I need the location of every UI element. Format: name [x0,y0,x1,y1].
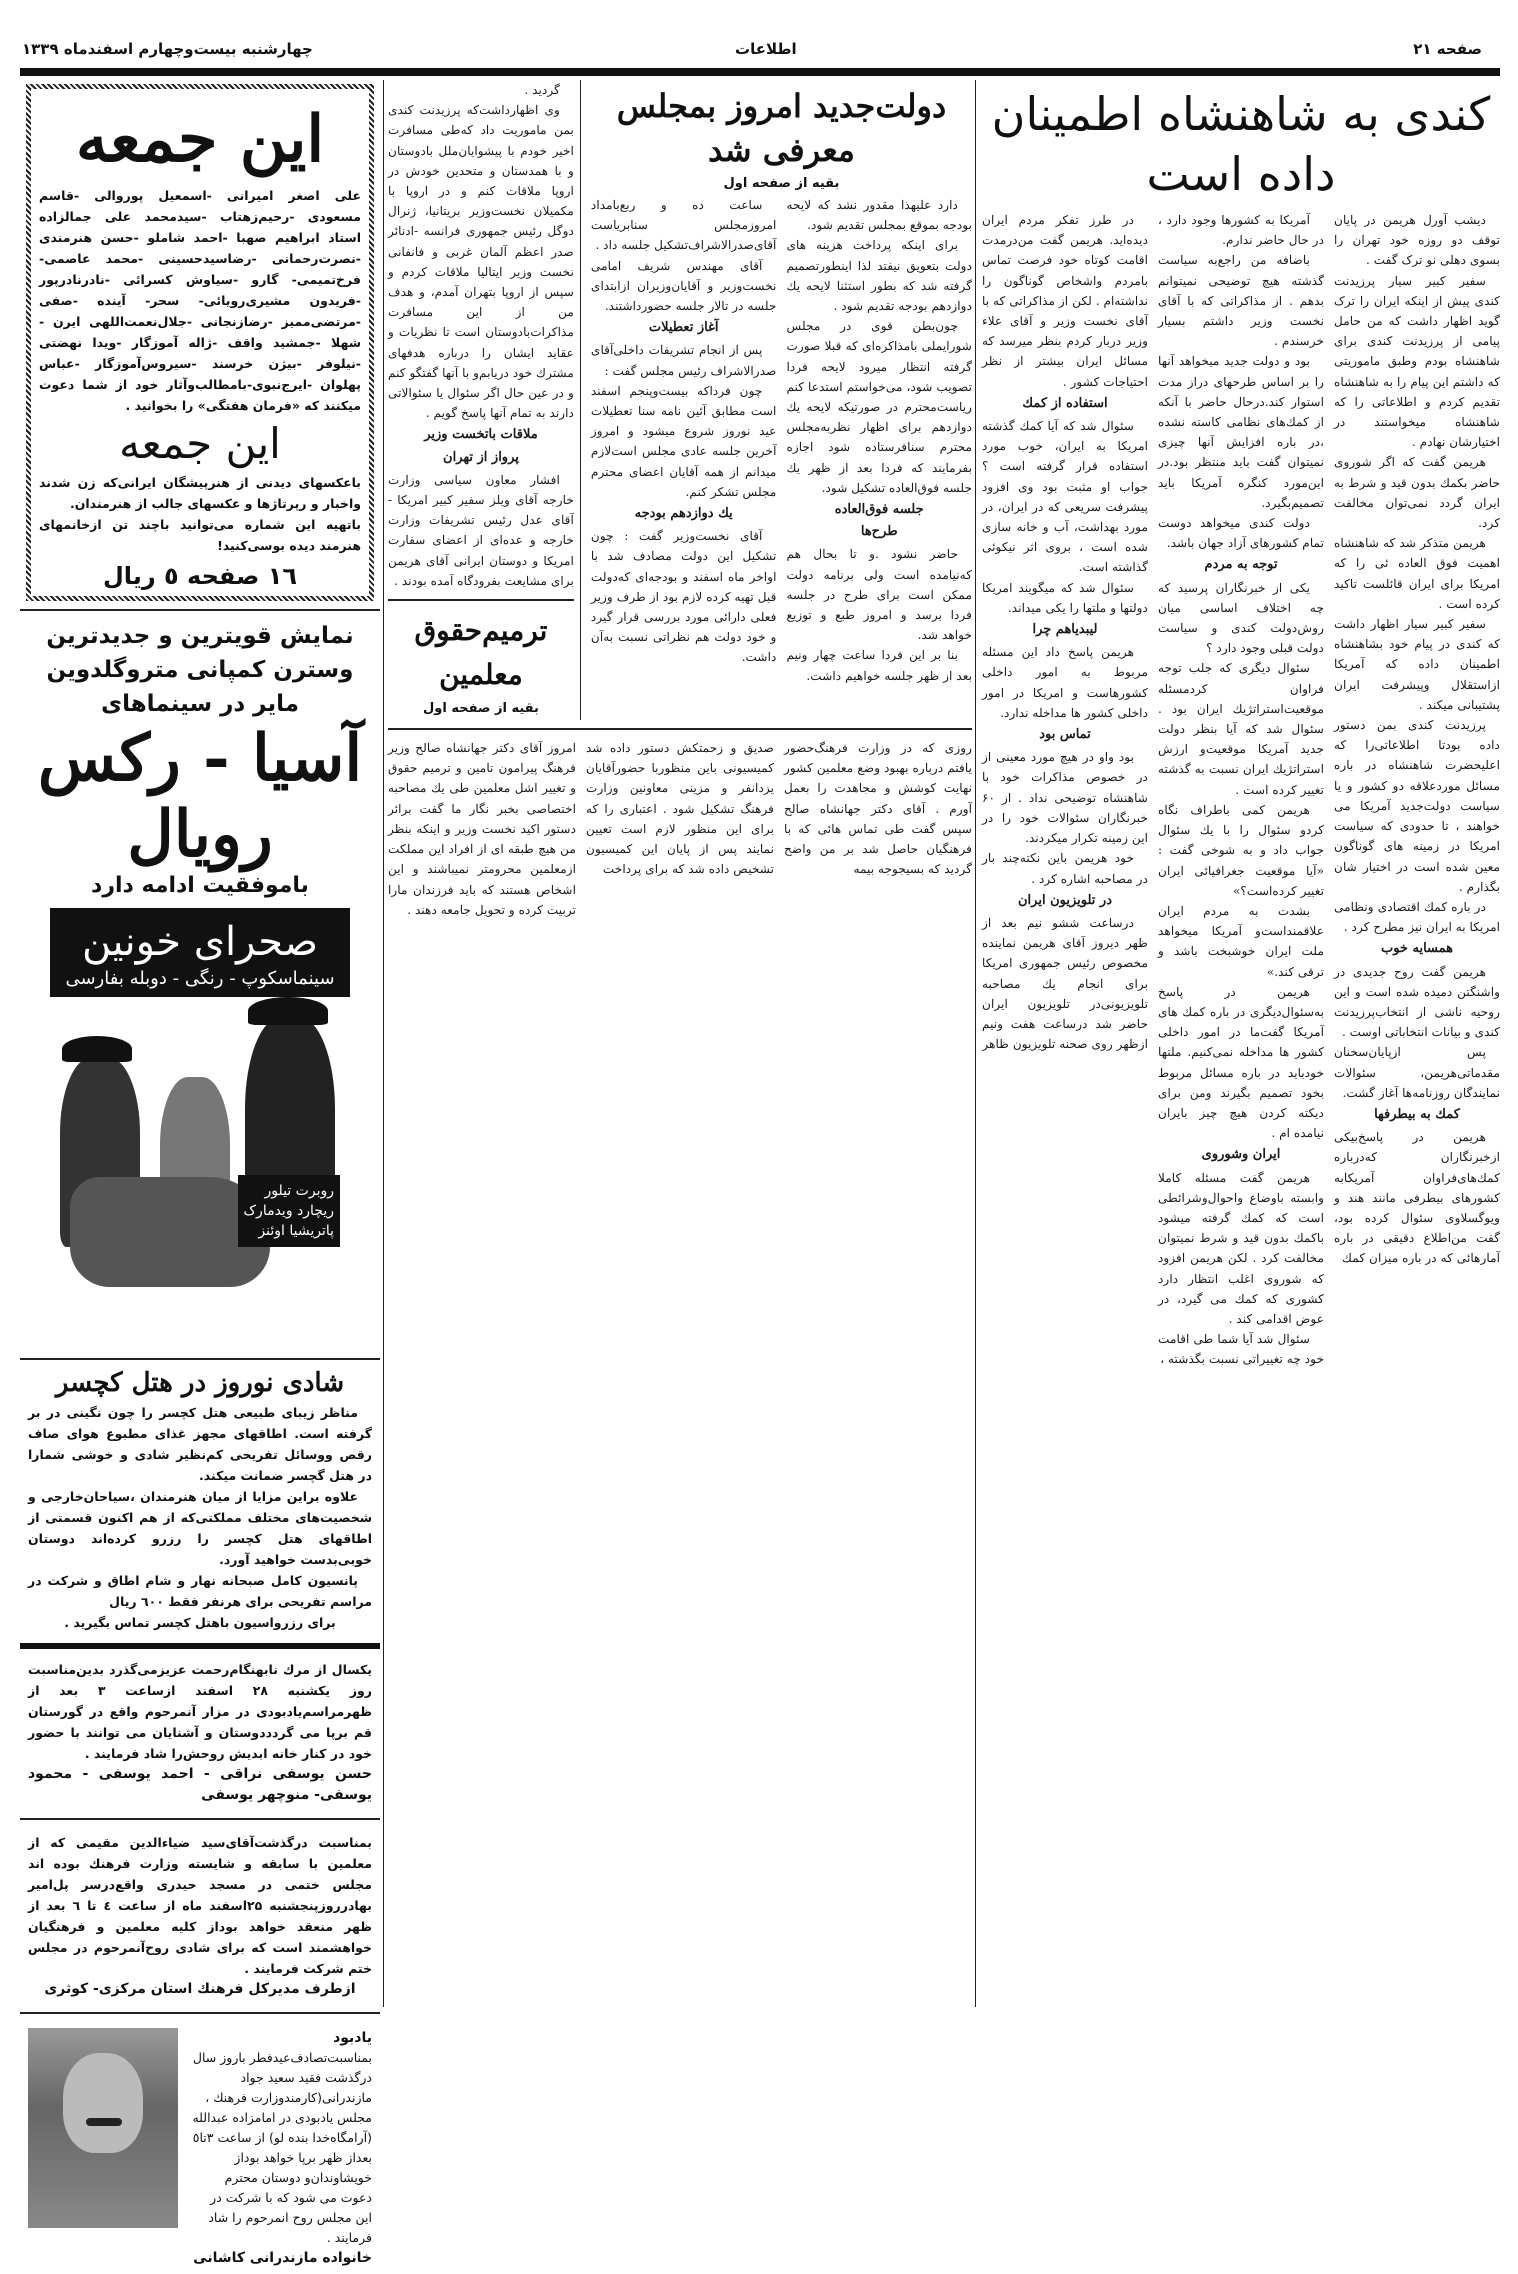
paragraph: پرزیدنت کندی بمن دستور داده بودتا اطلاعاتی‌را که اعلیحضرت شاهنشاه در باره مسائل موردعلاقه دو کشور و یا سیاست دولت‌جدید آمریکا می خواهند ، تا حدودی که سیاست امریکا در زمینه های گوناگون معین شده است در اختیار شان بگذارم . [1334,718,1500,894]
subhead: آغاز تعطیلات [648,320,719,336]
continued-label: بقیه از صفحه اول [422,701,539,717]
film-subtitle: سینماسکوپ - رنگی - دوبله بفارسی [65,968,335,989]
subhead: توجه به مردم [1204,557,1278,573]
paragraph: باضافه من راجع‌به سیاست گذشته هیچ توضیحی نمیتوانم بدهم . از مذاکراتی که با آقای نخست وزیر داشتم بسیار خرسندم . [1158,253,1324,349]
divider [20,1818,380,1820]
subhead: ایران وشوروی [1201,1147,1281,1163]
paragraph: هریمن در پاسخ به‌سئوال‌دیگری در باره کمك های آمریکا گفت‌ما در امور داخلی کشور ها مداخله نمی‌کنیم. ملتها خودباید در باره مسائل مربوط بخود تصمیم بگیرند ومن برای دیکته کردن هیچ چیز بایران نیامده ام . [1158,984,1324,1141]
subhead: جلسه فوق‌العاده [834,502,924,518]
paragraph: بود واو در هیچ مورد معینی از در خصوص مذاکرات خود با شاهنشاه توضیحی نداد . از ۶۰ خبرنگاران سئوالات خود را در این زمینه تکرار میکردند. [982,750,1148,846]
paragraph: گردید . [524,83,560,97]
subhead: یك دوازدهم بودجه [634,506,733,522]
masthead [0,0,1518,60]
paragraph: سئوال شد که میگویند امریکا دولتها و ملتها را یکی میداند. [982,580,1148,615]
hat-icon [62,1036,132,1062]
paragraph: حاضر نشود .و تا بحال هم که‌نیامده است ولی برنامه دولت ممکن است برای طرح در جلسه فردا برسد و امروز طبع و توزیع خواهد شد. [786,547,972,643]
paragraph: هریمن گفت که اگر شوروی حاضر بکمك بدون قید و شرط به ایران گردد نمی‌توان مخالفت کرد. [1334,455,1500,531]
paragraph: هریمن در پاسخ‌بیکی ازخبرنگاران که‌درباره کمك‌های‌فراوان آمریکابه کشورهای بیطرفی مانند هند و ویوگسلاوی سئوال کرده بود، گفت من‌اطلاع دقیقی در باره آمارهائی که در باره میزان کمك [1334,1130,1500,1266]
subhead: در تلویزیون ایران [1018,892,1112,908]
paragraph: چون‌بطن قوی در مجلس شورایملی بامذاکره‌ای که قبلا صورت گرفته انتظار میرود لایحه فردا تصویب شود، می‌خواستم استدعا کنم ریاست‌محترم در صورتیکه لایحه یك دوازدهم برای اظهار نظربه‌مجلس محترم سنافرستاده شود اجازه بفرمایند که فردا بعد از ظهر یك جلسه فوق‌العاده تشکیل شود. [786,319,972,495]
magazine-price: ۱٦ صفحه ٥ ریال [102,562,297,590]
paragraph: علاوه براین مزایا از میان هنرمندان ،سیاحان‌خارجی و شخصیت‌های مختلف مملکتی‌که از هم اکنون قسمتی از اطاقهای هتل کچسر را رزرو کرده‌اند دوستان خوبی‌بدست خواهید آورد. [28,1489,372,1567]
paragraph: پس از انجام تشریفات داخلی‌آقای صدرالاشراف رئیس مجلس گفت : [590,343,777,378]
new-government-headline: دولت‌جدید امروز بمجلس معرفی شد [616,87,947,169]
hotel-ad [20,1368,380,1637]
column-rule [383,80,384,2007]
paragraph: یکی از خبرنگاران پرسید که چه اختلاف اساسی میان روش‌دولت کندی و سیاست دولت قبلی وجود دارد ؟ [1158,580,1324,656]
subhead: لیبدیاهم چرا [1032,622,1098,638]
notice-text: بمناسبت درگذشت‌آقای‌سید ضیاءالدین مقیمی که از معلمین با سابقه و شایسته وزارت فرهنك بوده اند مجلس ختمی در مسجد حیدری واقع‌درسر پل‌امیر بهادرروزپنجشنبه ۲۵اسفند ماه از ساعت ٤ تا ٦ بعد از ظهر منعقد خواهد بوداز کلیه معلمین و فرهنگیان خواهشمند است که برای شادی روح‌آنمرحوم در مجلس ختم شرکت فرمایند . [28,1835,372,1976]
magazine-contributors: علی اصغر امیرانی -اسمعیل پوروالی -قاسم مسعودی -رحیم‌زهتاب -سیدمحمد علی جمالزاده استاد ابراهیم صهبا -احمد شاملو -حسن هنرمندی -نصرت‌رحمانی -رضاسیدحسینی -محمد عاصمی-فرخ‌تمیمی- گارو -سیاوش کسرائی -نادرنادرپور -فریدون مشیری‌رویائی- سحر- آینده -صفی -مرتضی‌ممیز -رضازنجانی -جلال‌نعمت‌اللهی ایرن - شهلا -جمشید واقف -ژاله آموزگار -ویدا نهضتی -نیلوفر -بیژن خرسند -سیروس‌آموزگار -عباس پهلوان -ایرج‌نبوی-بامطالب‌وآثار خود از شما دعوت میکنند که «فرمان هفتگی» را بخوانید . [39,188,361,413]
paragraph: سفیر کبیر سیار پرزیدنت کندی پیش از اینکه ایران را ترک گوید اظهار داشت که من حامل پیامی از پرزیدنت کندی برای شاهنشاه بودم وطبق ماموریتی که داشتم این پیام را به شاهنشاه تقدیم کردم و اطلاعاتی را که شاهنشاه میخواستند در اختیارشان نهادم . [1334,273,1500,450]
new-government-article [591,80,972,720]
kennedy-col-2 [1158,210,1324,1370]
ads-column [20,80,380,2266]
paragraph: آقای نخست‌وزیر گفت : چون تشکیل این دولت مصادف شد با اواخر ماه اسفند و بودجه‌ای که‌دولت قبل تهیه کرده لازم بود از طرف وزیر فعلی دارائی مورد بررسی قرار گیرد و خود دولت هم نظراتی نسبت به‌آن داشت. [590,529,777,665]
cast-name: ریچارد ویدمارک [243,1203,334,1219]
paragraph: ساعت ده و ربع‌بامداد امروزمجلس سنابریاست آقای‌صدرالاشراف‌تشکیل جلسه داد . [590,198,777,253]
memorial-text: بمناسبت‌تصادف‌عیدفطر باروز سال درگذشت فقید سعید جواد مازندرانی(کارمندوزارت فرهنك ، مجلس یادبودی در امامزاده عبدالله (آرامگاه‌خدا بنده لو) از ساعت ۳تا٥ بعداز ظهر برپا خواهد بوداز خویشاوندان‌و دوستان محترم دعوت می شود که با شرکت در این مجلس روح انمرحوم را شاد فرمایند . [192,2050,372,2245]
paragraph: بشدت به مردم ایران علاقمنداست‌و آمریکا میخواهد ملت ایران خوشبخت باشد و ترقی کند.» [1158,903,1324,979]
teachers-col-2: صدیق و زحمتکش دستور داده شد کمیسیونی باین منظوربا حضورآقایان یزدانفر و مزینی معاونین وزارت فرهنگ تشکیل شود . اعتباری را که برای این منظور لازم است تعیین نمایند پس از پایان این کمیسیون تشخیص داده شد که برای پرداخت [586,741,774,877]
memorial-notice-3 [20,2022,380,2274]
memorial-notice-2 [20,1828,380,2004]
divider [388,599,574,601]
paragraph: پانسیون کامل صبحانه نهار و شام اطاق و شرکت در مراسم تفریحی برای هرنفر فقط ٦۰۰ ریال [28,1573,372,1609]
film-cast [238,1175,340,1247]
face-shape [63,2053,143,2153]
paragraph: هریمن گفت روح جدیدی در واشنگتن دمیده شده است و این روحیه ناشی از انتخاب‌پرزیدنت کندی و بیانات انتخاباتی اوست . [1334,964,1500,1040]
cinema-intro: نمایش قویترین و جدیدترین وسترن کمپانی متروگلدوین مایر در سینماهای [46,623,354,717]
paragraph: برای رزرواسیون باهتل کچسر تماس بگیرید . [64,1615,336,1630]
divider [20,1358,380,1360]
teachers-col-1: امروز آقای دکتر جهانشاه صالح وزیر فرهنگ پیرامون تامین و ترمیم حقوق و تغییر اشل معلمین طی یك مصاحبه اختصاصی بخبر نگار ما گفت برائر دستور اکید نخست وزیر و اینکه بنظر من هیچ طبقه ای از افراد این مملکت ازمعلمین محرومتر نمیباشند و این اشخاص هستند که باید فرزندان مارا تربیت کرده و تحویل جامعه دهند . [388,741,576,917]
teachers-article [388,738,972,920]
paragraph: بود و دولت جدید میخواهد آنها را بر اساس طرحهای دراز مدت استوار کند.درحال حاضر با آنکه از کمك‌های نظامی کاسته نشده ،در باره افزایش آنها چیزی نمیتوان گفت باید منتظر بود.در این‌مورد کنگره آمریکا باید تصمیم‌بگیرد. [1158,354,1324,510]
subhead: استفاده از کمك [1022,395,1108,411]
paragraph: آقای مهندس شریف امامی نخست‌وزیر و آقایان‌وزیران ازابتدای جلسه در تالار جلسه حضورداشتند. [590,258,777,314]
film-title: صحرای خونین [81,919,319,965]
magazine-title-2: این جمعه [119,419,281,468]
notice-text: یکسال از مرك نابهنگام‌رحمت عزیزمی‌گذرد بدین‌مناسبت روز یکشنبه ۲۸ اسفند ازساعت ۳ بعد از ظهرمراسم‌یادبودی در مزار آنمرحوم واقع در گورستان قم برپا می گردددوستان و آشنایان می توانند با حضور خود در کنار خانه ابدیش روحش‌را شاد فرمایند . [28,1662,372,1761]
paragraph: برای اینکه پرداخت هزینه های دولت بتعویق نیفتد لذا اینطورتصمیم گرفته شد که بطور استثنا لایحه یك دوازدهم بودجه تقدیم شود . [786,238,972,314]
subhead: ملاقات باتخست وزیر [424,427,538,443]
kennedy-headline: کندی به شاهنشاه اطمینان داده است [991,87,1491,201]
paragraph: خود هریمن باین نکته‌چند بار در مصاحبه اشاره کرد . [982,851,1148,886]
cinema-names: آسیا - رکس [37,721,363,796]
kennedy-col-1 [1334,210,1500,1370]
paragraph: دیشب آورل هریمن در پایان توقف دو روزه خود تهران را بسوی دهلی نو ترک گفت . [1334,213,1500,268]
magazine-description-2: باتهیه این شماره می‌توانید باچند تن ازخانمهای هنرمند دیده بوسی‌کنید! [39,517,361,553]
poster-illustration [40,1007,360,1247]
column-rule [975,80,976,2007]
divider [20,1643,380,1649]
magazine-title: این جمعه [75,102,325,177]
divider [20,609,380,611]
paragraph: در باره کمك اقتصادی ونظامی امریکا به ایران نیز مطرح کرد . [1334,899,1500,935]
page-number: صفحه ۲۱ [1413,40,1482,58]
kennedy-col-3 [982,210,1148,1370]
paragraph: هریمن پاسخ داد این مسئله مربوط به امور داخلی کشورهاست و امریکا در امور داخلی کشور ها مداخله ندارد. [982,645,1148,720]
film-poster [40,908,360,1308]
memorial-title: یادبود [333,2030,372,2046]
new-gov-col-a [591,195,777,686]
film-title-box [50,908,350,997]
paragraph: هریمن کمی باطراف نگاه کردو سئوال را با یك سئوال جواب داد و به شوخی گفت : «آیا موقعیت جغرافیائی ایران تغییر کرده‌است؟» [1158,802,1324,898]
hotel-title: شادی نوروز در هتل کچسر [55,1368,345,1398]
teachers-col-3: روزی که در وزارت فرهنگ‌حضور یافتم درباره بهبود وضع معلمین کشور نهایت کوشش و مجاهدت را بعمل آورم . آقای دکتر جهانشاه صالح سپس گفت طی تماس هائی که با فرهنگیان حاصل شد بر من واضح گردید که بسیجوجه بیمه [784,741,972,877]
subhead: همسایه خوب [1380,941,1454,957]
mustache-shape [86,2118,122,2126]
memorial-notice-1 [20,1655,380,1810]
top-rule [20,68,1500,76]
cast-name: پاتریشیا اوئنز [258,1223,334,1239]
paragraph: سئوال دیگری که جلب توجه فراوان کردمسئله موقعیت‌استراتژیك ایران بود . سئوال شد که آیا بنظر دولت جدید آمریکا موقعیت‌و ارزش استراتژیك ایران نسبت به گذشته تغییر کرده است . [1158,661,1324,797]
subhead: کمك به بیطرفها [1374,1106,1460,1122]
memorial-signature: خانواده مازندرانی کاشانی [193,2250,372,2266]
subhead: پرواز از تهران [443,449,519,465]
cast-name: روبرت تیلور [264,1183,334,1199]
divider [388,728,972,730]
cinema-tagline: باموفقیت ادامه دارد [91,873,309,898]
subhead: تماس بود [1039,727,1091,743]
paragraph: سئوال شد آیا شما طی اقامت خود چه تغییراتی نسبت بگذشته ، [1158,1332,1324,1367]
paragraph: مناظر زیبای طبیعی هتل کچسر را چون نگینی در بر گرفته است. اطاقهای مجهز غذای مطبوع هوای صاف رقص ووسائل تفریحی کم‌نظیر شادی و خوشی شمارا در هتل گچسر ضمانت میکند. [28,1405,372,1483]
continued-label: بقیه از صفحه اول [723,176,840,191]
notice-signature: حسن یوسفی نراقی - احمد یوسفی - محمود یوسفی- منوچهر یوسفی [28,1766,372,1803]
kennedy-article [982,80,1500,2007]
cinema-ad [20,619,380,1308]
paragraph: وی اظهارداشت‌که پرزیدنت کندی بمن ماموریت داد که‌طی مسافرت اخیر خودم با پیشوایان‌ملل بادوستان و با همدستان و متحدین خودش در اروپا ملاقات کنم و در اروپا با مکمیلان نخست‌وزیر بریتانیا، ژنرال دوگل رئیس جمهوری فرانسه -ادنائر صدر اعظم آلمان غربی و فانفانی نخست وزیر ایتالیا ملاقات کردم و سپس از اروپا بتهران آمدم، و هدف من از این مسافرت مذاکرات‌بادوستان است تا نظریات و عقاید ایشان را درباره هدفهای مشترك خود دریابم‌و با آنها گفتگو کنم و در عین حال اگر سئوال یا سئوالاتی دارند به تمام آنها پاسخ گویم . [388,103,574,421]
paragraph: درساعت ششو نیم بعد از ظهر دیروز آقای هریمن نماینده مخصوص رئیس جمهوری امریکا برای انجام یك مصاحبه تلویزیونی‌در تلویزیون ایران حاضر شد درساعت هفت ونیم ازظهر روی صحنه تلویزیون ظاهر [982,915,1148,1052]
magazine-description: باعکسهای دیدنی از هنرپیشگان ایرانی‌که زن شدند واخبار و رپرتاژها و عکسهای جالب از هنرمندان. [39,475,361,511]
paragraph: دارد علیهذا مقدور نشد که لایحه بودجه بموقع بمجلس تقدیم شود. [786,198,972,233]
paragraph: آمریکا به کشورها وجود دارد ، در حال حاضر ندارم. [1158,213,1324,248]
paragraph: در طرز تفکر مردم ایران دیده‌اید. هریمن گفت من‌درمدت اقامت کوتاه خود فرصت تماس بامردم واشخاص گوناگون را نداشته‌ام . لکن از مذاکراتی که با آقای نخست وزیر و آقای علاء وزیر دربار کردم بنظر میرسد که مسائل ایران بیشتر از نظر احتیاجات کشور . [982,213,1148,389]
portrait-photo [28,2028,178,2228]
center-section [388,80,972,2007]
hat-icon [248,997,328,1025]
paragraph: افشار معاون سیاسی وزارت خارجه آقای ویلز سفیر کبیر امریکا - آقای عدل رئیس تشریفات وزارت خارجه و عده‌ای از اعضای سفارت امریکا و دوستان ایرانی آقای هریمن برای مشایعت بفرودگاه آمده بودند . [388,472,574,588]
new-gov-col-b [786,195,972,686]
divider [20,2012,380,2014]
paragraph: هریمن گفت مسئله کاملا وابسته باوضاع واحوال‌وشرائطی است که کمك گرفته میشود باکمك بدون قید و شرط نمیتوان مخالفت کرد . لکن هریمن افزود که شوروی اغلب انتظار دارد کشوری که کمك می گیرد، در عوض اقدامی کند . [1158,1170,1324,1326]
paragraph: سفیر کبیر سیار اظهار داشت که کندی در پیام خود بشاهنشاه اطمینان داده که آمریکا ازاستقلال وپیشرفت ایران پشتیبانی میکند . [1334,617,1500,712]
paragraph: سئوال شد که آیا کمك گذشته امریکا به ایران، خوب مورد استفاده قرار گرفته است ؟ جواب او مثبت بود وی افزود پیشرفت سریعی که در ایران، در مورد بهداشت، آب و خانه سازی شده است ، بروی اثر نیکوئی گذاشته است. [982,419,1148,575]
paragraph: دولت کندی میخواهد دوست تمام کشورهای آزاد جهان باشد. [1158,516,1324,551]
paragraph: پس ازپایان‌سخنان مقدماتی‌هریمن، سئوالات نمایندگان روزنامه‌ها آغاز گشت. [1334,1045,1500,1100]
issue-date: چهارشنبه بیست‌وچهارم اسفندماه ۱۳۳۹ [22,40,313,58]
paragraph: هریمن متذکر شد که شاهنشاه اهمیت فوق العاده ئی را که امریکا برای ایران قائلست تاکید کرده است . [1334,536,1500,611]
cinema-names-2: رویال [127,797,273,872]
paragraph: بنا بر این فردا ساعت چهار ونیم بعد از ظهر جلسه خواهیم داشت. [786,648,972,683]
kennedy-continuation [388,80,581,720]
teachers-headline: ترمیم‌حقوق معلمین [414,614,548,692]
newspaper-name: اطلاعات [735,40,797,58]
subhead: طرح‌ها [860,524,898,540]
magazine-ad [26,84,374,601]
paragraph: چون فرداکه بیست‌وپنجم اسفند است مطابق آئین نامه سنا تعطیلات عید نوروز شروع میشود و امروز آخرین جلسه عادی مجلس است‌لازم میدانم از همه آقایان اعضای محترم مجلس تشکر کنم. [590,383,777,499]
notice-signature: ازطرف مدیرکل فرهنك استان مرکزی- کوثری [44,1981,356,1997]
